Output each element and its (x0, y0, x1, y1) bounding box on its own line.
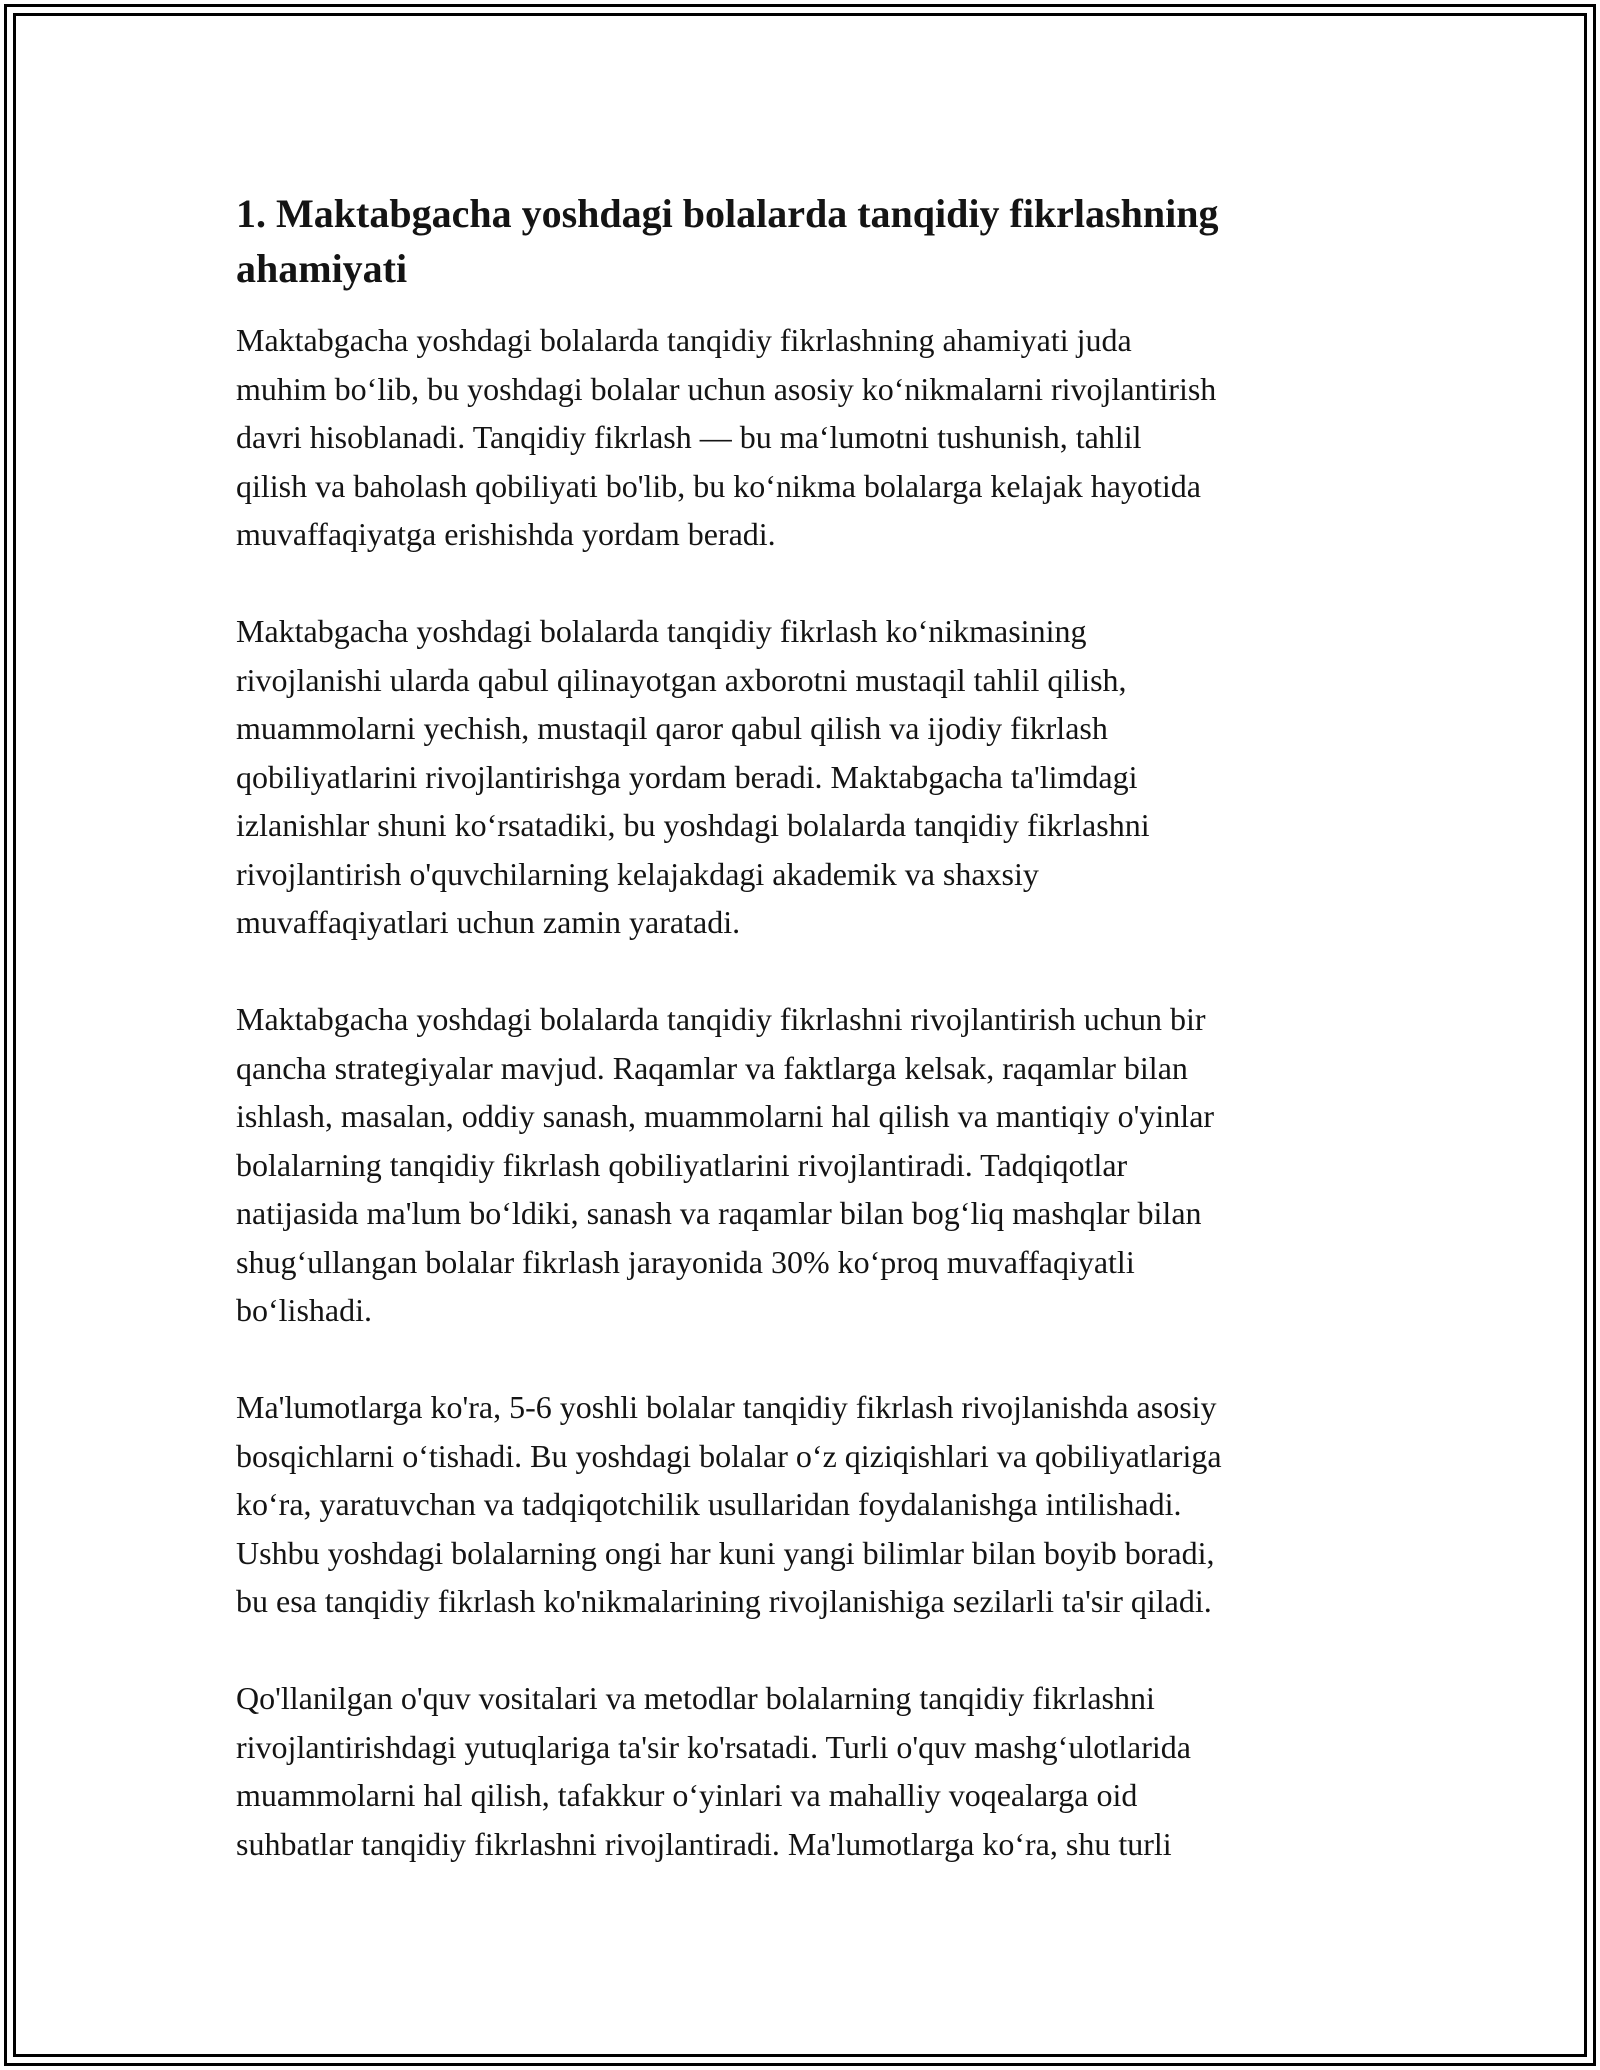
document-body (236, 186, 1366, 1917)
paragraph-5: Qo'llanilgan o'quv vositalari va metodlar bolalarning tanqidiy fikrlashni rivojlantirishdagi yutuqlariga ta'sir ko'rsatadi. Turli o'quv mashg‘ulotlarida muammolarni hal qilish, tafakkur o‘yinlari va mahalliy voqealarga oid suhbatlar tanqidiy fikrlashni rivojlantiradi. Ma'lumotlarga ko‘ra, shu turli (236, 1680, 1191, 1862)
paragraph-2: Maktabgacha yoshdagi bolalarda tanqidiy fikrlash ko‘nikmasining rivojlanishi ularda qabul qilinayotgan axborotni mustaqil tahlil qilish, muammolarni yechish, mustaqil qaror qabul qilish va ijodiy fikrlash qobiliyatlarini rivojlantirishga yordam beradi. Maktabgacha ta'limdagi izlanishlar shuni ko‘rsatadiki, bu yoshdagi bolalarda tanqidiy fikrlashni rivojlantirish o'quvchilarning kelajakdagi akademik va shaxsiy muvaffaqiyatlari uchun zamin yaratadi. (236, 613, 1150, 940)
paragraph-1: Maktabgacha yoshdagi bolalarda tanqidiy fikrlashning ahamiyati juda muhim bo‘lib, bu yoshdagi bolalar uchun asosiy ko‘nikmalarni rivojlantirish davri hisoblanadi. Tanqidiy fikrlash — bu ma‘lumotni tushunish, tahlil qilish va baholash qobiliyati bo'lib, bu ko‘nikma bolalarga kelajak hayotida muvaffaqiyatga erishishda yordam beradi. (236, 322, 1217, 552)
paragraph-4: Ma'lumotlarga ko'ra, 5-6 yoshli bolalar tanqidiy fikrlash rivojlanishda asosiy bosqichlarni o‘tishadi. Bu yoshdagi bolalar o‘z qiziqishlari va qobiliyatlariga ko‘ra, yaratuvchan va tadqiqotchilik usullaridan foydalanishga intilishadi. Ushbu yoshdagi bolalarning ongi har kuni yangi bilimlar bilan boyib boradi, bu esa tanqidiy fikrlash ko'nikmalarining rivojlanishiga sezilarli ta'sir qiladi. (236, 1389, 1222, 1619)
section-heading: 1. Maktabgacha yoshdagi bolalarda tanqidiy fikrlashning ahamiyati (236, 191, 1219, 291)
paragraph-3: Maktabgacha yoshdagi bolalarda tanqidiy fikrlashni rivojlantirish uchun bir qancha strategiyalar mavjud. Raqamlar va faktlarga kelsak, raqamlar bilan ishlash, masalan, oddiy sanash, muammolarni hal qilish va mantiqiy o'yinlar bolalarning tanqidiy fikrlash qobiliyatlarini rivojlantiradi. Tadqiqotlar natijasida ma'lum bo‘ldiki, sanash va raqamlar bilan bog‘liq mashqlar bilan shug‘ullangan bolalar fikrlash jarayonida 30% ko‘proq muvaffaqiyatli bo‘lishadi. (236, 1001, 1215, 1328)
